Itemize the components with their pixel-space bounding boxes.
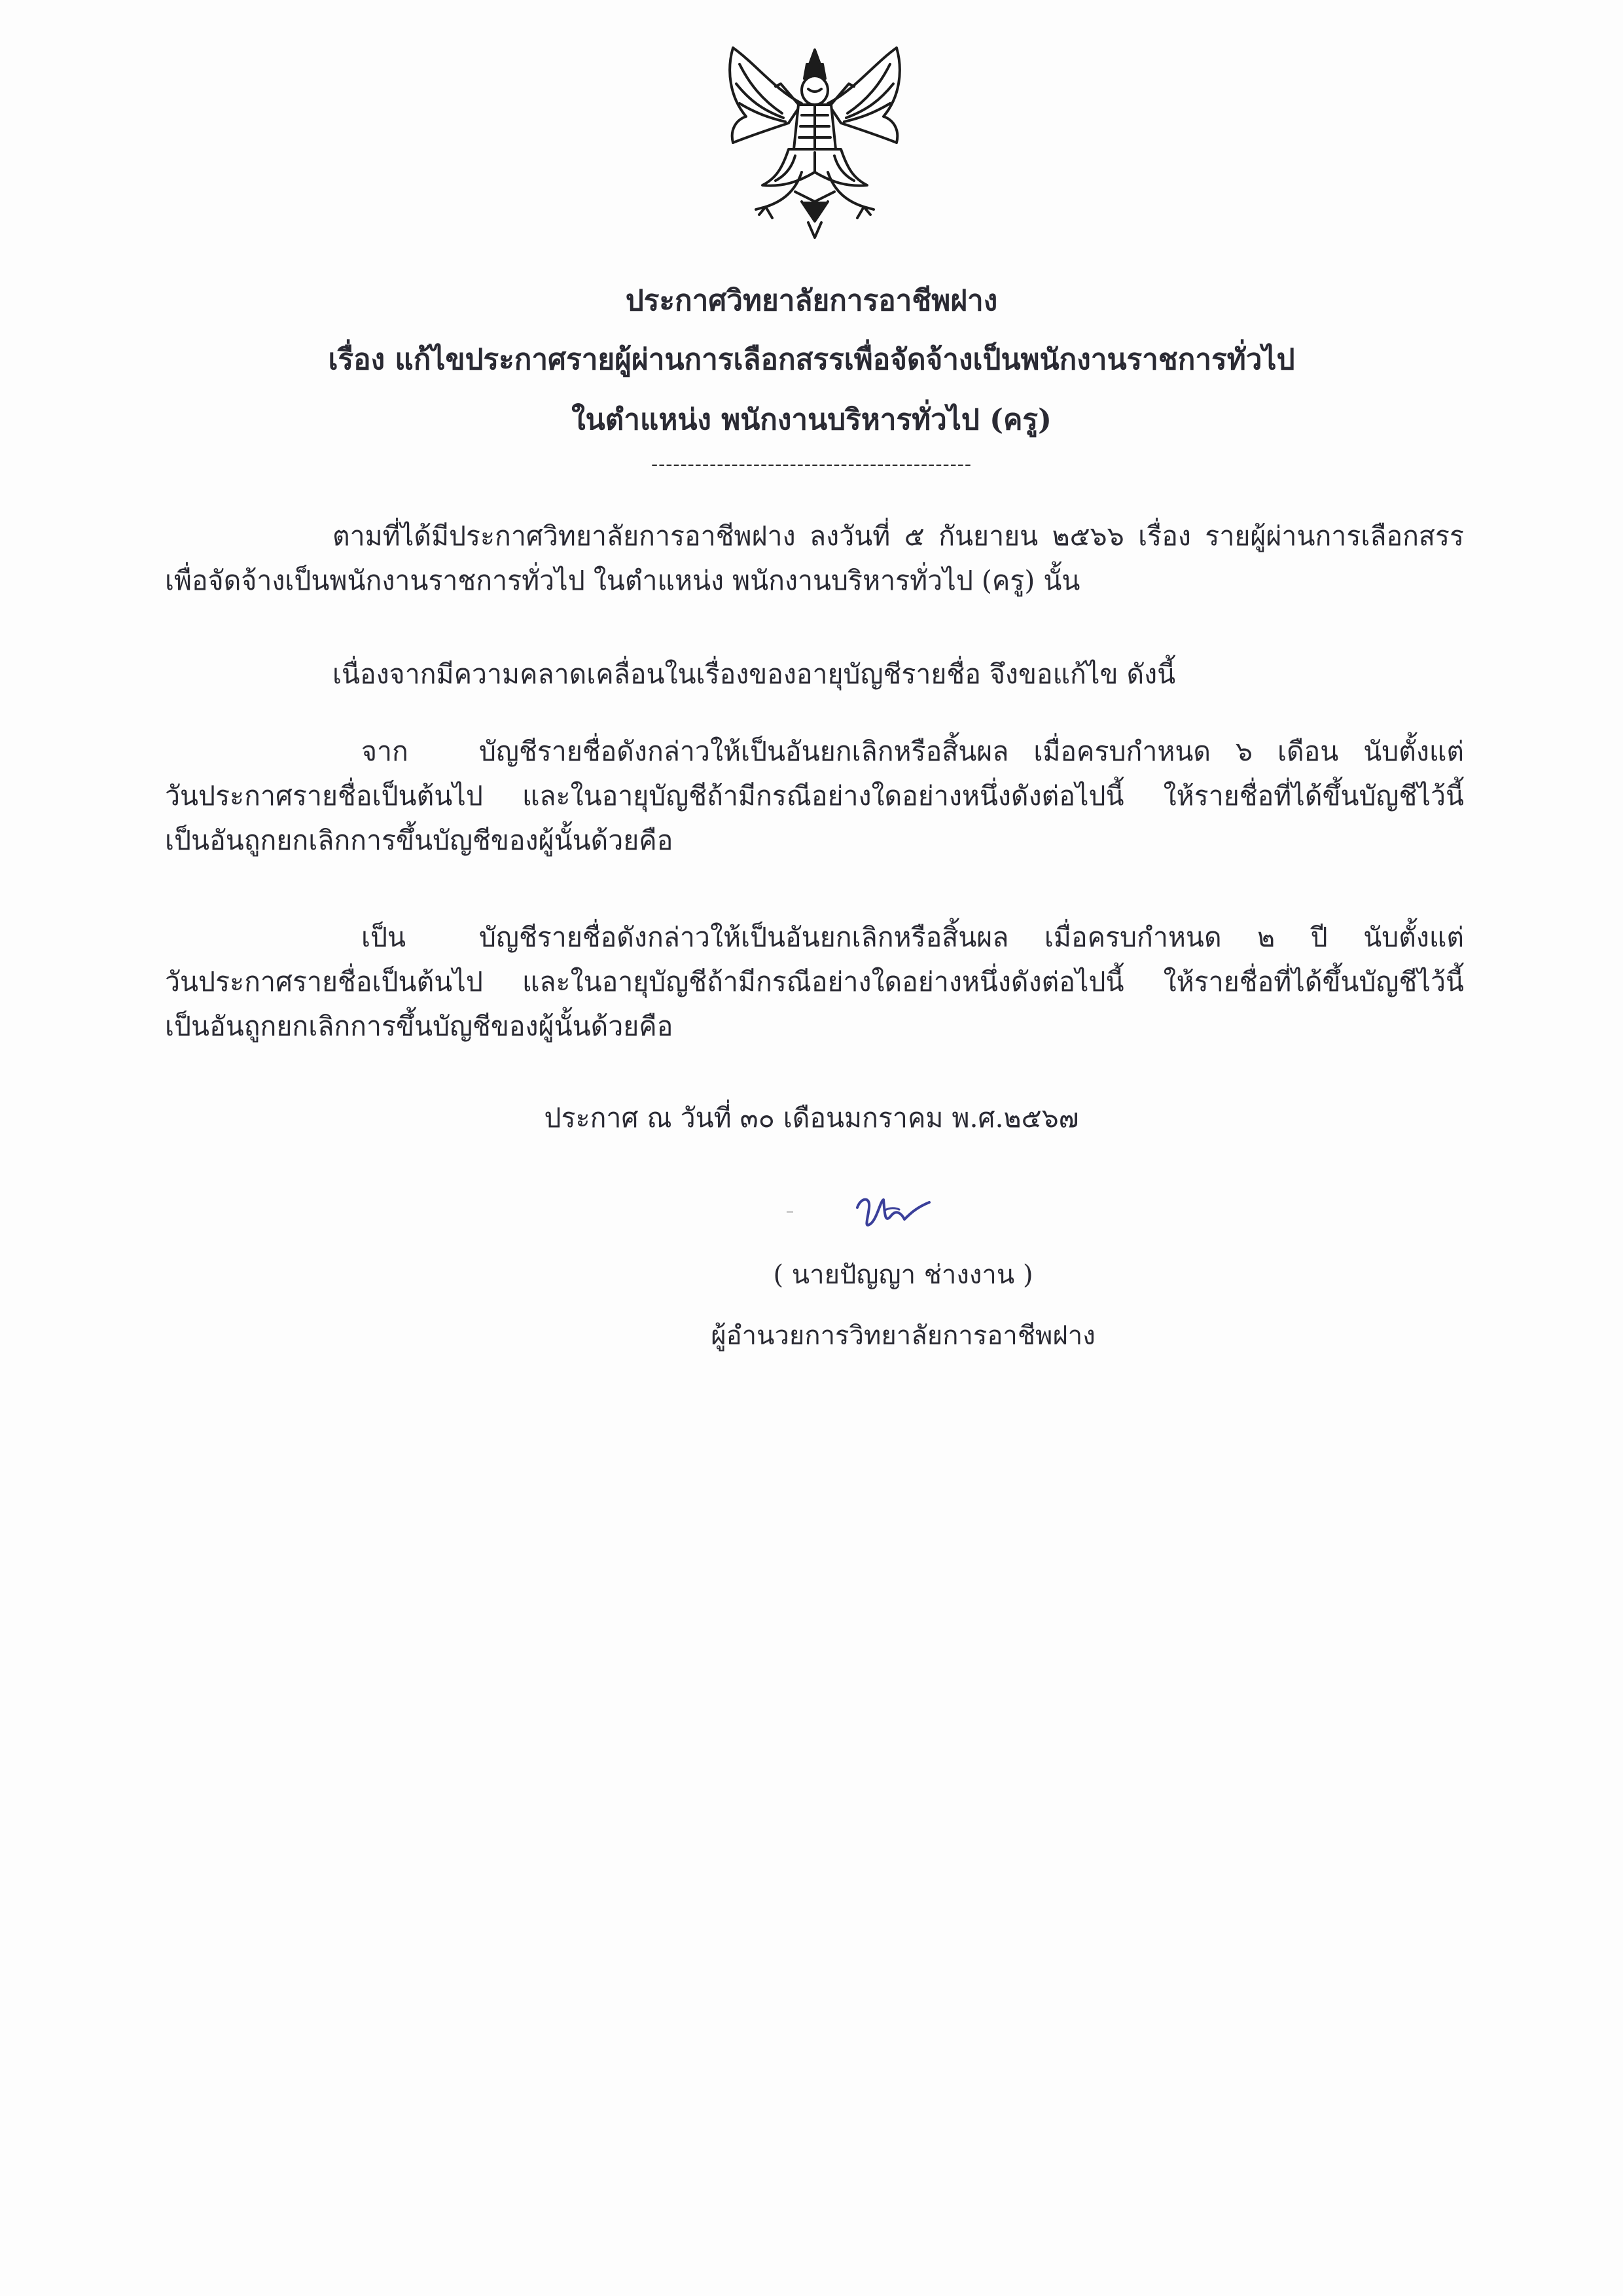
label-to: เป็น [361, 922, 406, 953]
announcement-date: ประกาศ ณ วันที่ ๓๐ เดือนมกราคม พ.ศ.๒๕๖๗ [544, 1102, 1079, 1134]
paragraph-reason [165, 652, 1464, 696]
paragraph-line: วันประกาศรายชื่อเป็นต้นไป และในอายุบัญชีถ้ามีกรณีอย่างใดอย่างหนึ่งดังต่อไปนี้ ให้รายชื่อที่ได้ขึ้นบัญชีไว้นี้ [165, 966, 1464, 997]
paragraph-line: เพื่อจัดจ้างเป็นพนักงานราชการทั่วไป ในตำแหน่ง พนักงานบริหารทั่วไป (ครู) นั้น [165, 565, 1080, 596]
announcement-position: ในตำแหน่ง พนักงานบริหารทั่วไป (ครู) [571, 403, 1052, 437]
signer-name: ( นายปัญญา ช่างงาน ) [773, 1260, 1033, 1290]
garuda-emblem-icon [710, 38, 919, 247]
paragraph-line: วันประกาศรายชื่อเป็นต้นไป และในอายุบัญชีถ้ามีกรณีอย่างใดอย่างหนึ่งดังต่อไปนี้ ให้รายชื่อที่ได้ขึ้นบัญชีไว้นี้ [165, 780, 1464, 812]
signer-position: ผู้อำนวยการวิทยาลัยการอาชีพฝาง [711, 1321, 1096, 1351]
paragraph-line [165, 729, 1464, 774]
paragraph-line: เนื่องจากมีความคลาดเคลื่อนในเรื่องของอายุบัญชีรายชื่อ จึงขอแก้ไข ดังนี้ [332, 658, 1176, 690]
paragraph-reference [165, 514, 1464, 603]
paragraph-line: เป็นอันถูกยกเลิกการขึ้นบัญชีของผู้นั้นด้วยคือ [165, 1011, 673, 1042]
paragraph-text: บัญชีรายชื่อดังกล่าวให้เป็นอันยกเลิกหรือสิ้นผล เมื่อครบกำหนด ๖ เดือน นับตั้งแต่ [479, 736, 1464, 767]
scan-mark [787, 1211, 793, 1213]
announcement-subject: เรื่อง แก้ไขประกาศรายผู้ผ่านการเลือกสรรเพื่อจัดจ้างเป็นพนักงานราชการทั่วไป [328, 343, 1295, 376]
paragraph-line: ตามที่ได้มีประกาศวิทยาลัยการอาชีพฝาง ลงวันที่ ๕ กันยายน ๒๕๖๖ เรื่อง รายผู้ผ่านการเลือกสรร [332, 520, 1464, 552]
paragraph-line [165, 915, 1464, 960]
header-divider: -------------------------------------------- [651, 453, 972, 476]
paragraph-to [165, 915, 1464, 1049]
label-from: จาก [361, 736, 408, 767]
paragraph-text: บัญชีรายชื่อดังกล่าวให้เป็นอันยกเลิกหรือสิ้นผล เมื่อครบกำหนด ๒ ปี นับตั้งแต่ [479, 922, 1464, 953]
handwritten-signature-icon [844, 1188, 955, 1240]
announcement-title: ประกาศวิทยาลัยการอาชีพฝาง [625, 284, 998, 317]
paragraph-line: เป็นอันถูกยกเลิกการขึ้นบัญชีของผู้นั้นด้วยคือ [165, 825, 673, 856]
paragraph-from [165, 729, 1464, 863]
